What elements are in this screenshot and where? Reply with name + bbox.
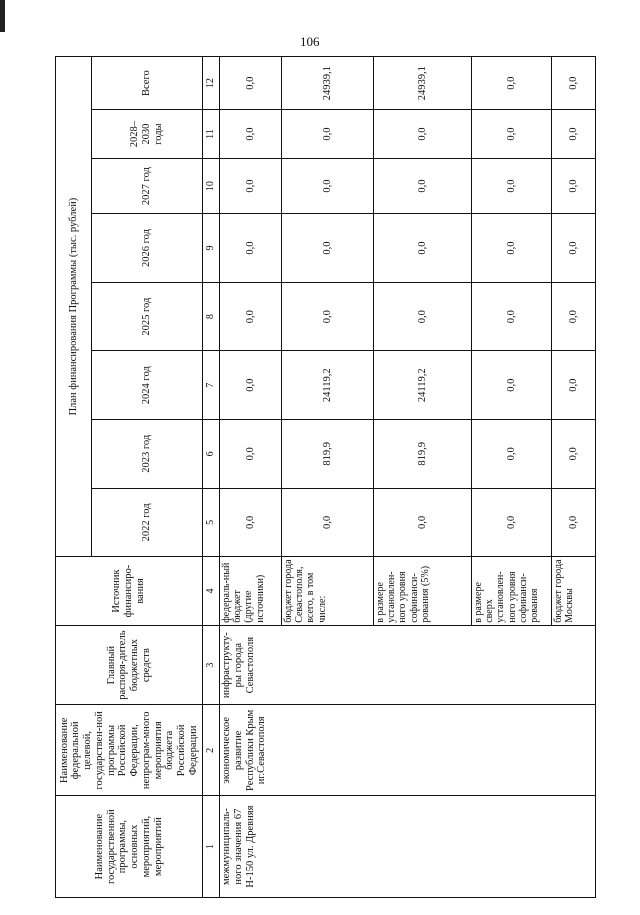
col-number: 5: [203, 488, 220, 557]
value-cell: 0,0: [220, 214, 282, 283]
value-cell: 819,9: [374, 420, 472, 489]
value-cell: 0,0: [552, 57, 596, 110]
column-number-row: [203, 57, 220, 898]
page-number: 106: [300, 34, 320, 49]
value-cell: 0,0: [220, 282, 282, 351]
value-cell: 0,0: [552, 214, 596, 283]
value-cell: 24119,2: [374, 351, 472, 420]
value-cell: 0,0: [472, 158, 552, 213]
header-year: 2026 год: [92, 214, 203, 283]
table-row: [220, 57, 282, 898]
header-admin: Главный распоря-дитель бюджетных средств: [56, 625, 203, 705]
event-fed-program: экономическое развитие Республики Крым иг.Севастополя: [220, 705, 596, 796]
value-cell: 0,0: [374, 282, 472, 351]
source-cell: бюджет города Севастополя, всего, в том числе:: [282, 557, 374, 626]
value-cell: 0,0: [220, 158, 282, 213]
col-number: 6: [203, 420, 220, 489]
value-cell: 0,0: [282, 488, 374, 557]
value-cell: 0,0: [552, 488, 596, 557]
col-number: 8: [203, 282, 220, 351]
col-number: 3: [203, 625, 220, 705]
value-cell: 0,0: [472, 488, 552, 557]
value-cell: 0,0: [282, 282, 374, 351]
header-fed-program: Наименование федеральной целевой, государствен-ной программы Российской Федерации, непрограм-много мероприятия бюджета Российской Федерации: [56, 705, 203, 796]
header-year: 2022 год: [92, 488, 203, 557]
scan-edge-mark: [0, 0, 5, 32]
value-cell: 0,0: [220, 420, 282, 489]
value-cell: 0,0: [472, 420, 552, 489]
value-cell: 24119,2: [282, 351, 374, 420]
value-cell: 0,0: [472, 57, 552, 110]
source-cell: в размере сверх установлен-ного уровня софинанси-рования: [472, 557, 552, 626]
financing-table: [55, 56, 596, 898]
value-cell: 24939,1: [374, 57, 472, 110]
value-cell: 0,0: [472, 351, 552, 420]
header-year: 2023 год: [92, 420, 203, 489]
value-cell: 0,0: [472, 214, 552, 283]
value-cell: 0,0: [472, 282, 552, 351]
col-number: 12: [203, 57, 220, 110]
value-cell: 0,0: [552, 420, 596, 489]
col-number: 1: [203, 796, 220, 898]
value-cell: 24939,1: [282, 57, 374, 110]
header-source: Источник финансиро-вания: [56, 557, 203, 626]
value-cell: 0,0: [220, 351, 282, 420]
event-admin: инфраструкту-ры города Севастополя: [220, 625, 596, 705]
value-cell: 0,0: [374, 110, 472, 159]
value-cell: 0,0: [552, 110, 596, 159]
value-cell: 0,0: [282, 158, 374, 213]
header-year: 2024 год: [92, 351, 203, 420]
col-number: 7: [203, 351, 220, 420]
col-number: 2: [203, 705, 220, 796]
header-row-1: [56, 57, 92, 898]
value-cell: 0,0: [282, 214, 374, 283]
value-cell: 0,0: [374, 214, 472, 283]
header-year: 2025 год: [92, 282, 203, 351]
value-cell: 0,0: [374, 488, 472, 557]
source-cell: федераль-ный бюджет (другие источники): [220, 557, 282, 626]
source-cell: в размере установлен-ного уровня софинанси-рования (5%): [374, 557, 472, 626]
value-cell: 0,0: [552, 351, 596, 420]
value-cell: 0,0: [220, 110, 282, 159]
col-number: 10: [203, 158, 220, 213]
value-cell: 0,0: [282, 110, 374, 159]
value-cell: 0,0: [552, 158, 596, 213]
col-number: 9: [203, 214, 220, 283]
header-name: Наименование государственной программы, основных мероприятий, мероприятий: [56, 796, 203, 898]
header-year: 2027 год: [92, 158, 203, 213]
value-cell: 0,0: [374, 158, 472, 213]
value-cell: 819,9: [282, 420, 374, 489]
col-number: 4: [203, 557, 220, 626]
col-number: 11: [203, 110, 220, 159]
header-year: 2028–2030 годы: [92, 110, 203, 159]
value-cell: 0,0: [220, 57, 282, 110]
event-name: межмуниципаль-ного значения 67 Н-150 ул. Древняя: [220, 796, 596, 898]
value-cell: 0,0: [220, 488, 282, 557]
header-plan: План финансирования Программы (тыс. рублей): [56, 57, 92, 557]
header-year: Всего: [92, 57, 203, 110]
rotated-table-container: [55, 56, 587, 898]
value-cell: 0,0: [552, 282, 596, 351]
value-cell: 0,0: [472, 110, 552, 159]
source-cell: бюджет города Москвы: [552, 557, 596, 626]
